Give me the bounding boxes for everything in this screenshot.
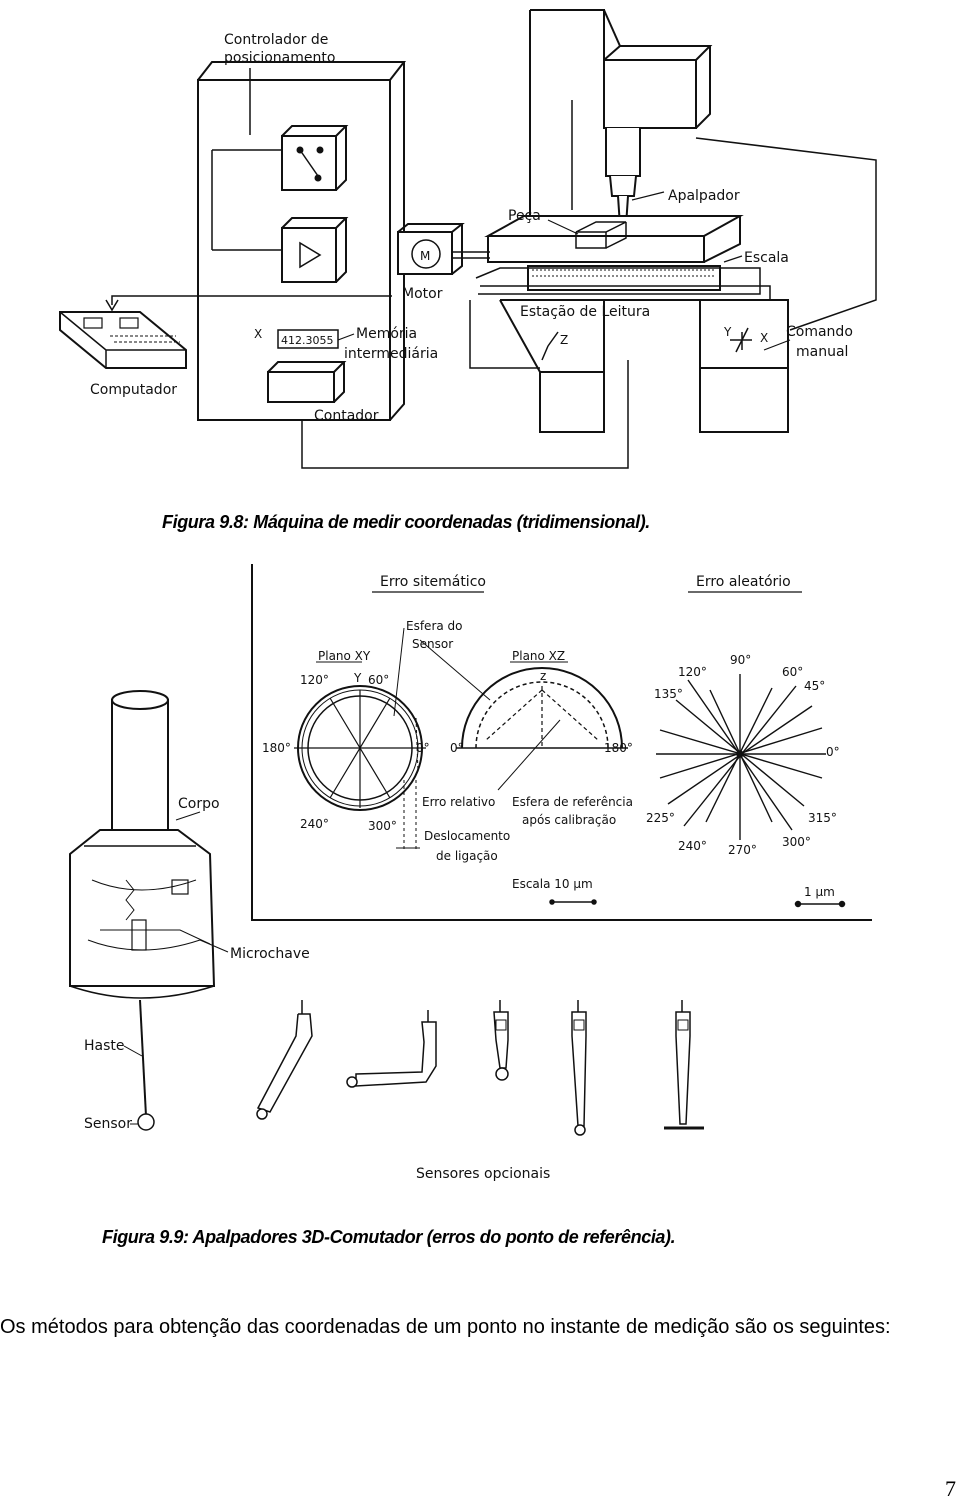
label-xy-60: 60°: [368, 673, 390, 687]
label-manual-control-2: manual: [796, 344, 849, 360]
label-stem: Haste: [84, 1038, 125, 1054]
label-xz-0: 0°: [450, 741, 464, 755]
label-z-axis: Z: [560, 333, 569, 347]
label-ref-sphere-1: Esfera de referência: [512, 795, 633, 809]
label-sensor-sphere-1: Esfera do: [406, 619, 463, 633]
label-manual-control-1: Comando: [786, 324, 853, 340]
label-plane-xy: Plano XY: [318, 649, 371, 663]
label-computer: Computador: [90, 382, 178, 398]
figure-probe-diagram: [0, 556, 960, 1216]
label-xy-240: 240°: [300, 817, 329, 831]
label-scale: Escala: [744, 250, 789, 266]
label-r270: 270°: [728, 843, 757, 857]
label-r90: 90°: [730, 653, 752, 667]
page-number: 7: [945, 1476, 956, 1501]
label-random-error: Erro aleatório: [696, 574, 791, 590]
label-optional-sensors: Sensores opcionais: [416, 1166, 551, 1182]
label-r120: 120°: [678, 665, 707, 679]
label-displacement-1: Deslocamento: [424, 829, 511, 843]
label-xy-300: 300°: [368, 819, 397, 833]
label-reading-station: Estação de Leitura: [520, 304, 651, 320]
label-motor: Motor: [402, 286, 443, 302]
label-xy-180: 180°: [262, 741, 291, 755]
label-controller-2: posicionamento: [224, 50, 336, 66]
figure-9-8-caption: Figura 9.8: Máquina de medir coordenadas (tridimensional).: [162, 512, 650, 532]
label-xz-z: z: [540, 669, 547, 683]
label-manual-x: X: [760, 331, 769, 345]
label-plane-xz: Plano XZ: [512, 649, 566, 663]
label-memory-2: intermediária: [344, 346, 439, 362]
figure-cmm-diagram: [0, 0, 960, 480]
label-r300: 300°: [782, 835, 811, 849]
label-displacement-2: de ligação: [436, 849, 498, 863]
figure-9-9-caption: Figura 9.9: Apalpadores 3D-Comutador (erros do ponto de referência).: [102, 1227, 676, 1247]
label-systematic-error: Erro sitemático: [380, 574, 486, 590]
label-memory-1: Memória: [356, 326, 418, 342]
label-ref-sphere-2: após calibração: [522, 813, 617, 827]
label-sensor-sphere-2: Sensor: [412, 637, 454, 651]
label-xz-180: 180°: [604, 741, 633, 755]
label-r45: 45°: [804, 679, 826, 693]
label-1um: 1 µm: [804, 885, 835, 899]
label-manual-y: Y: [724, 325, 732, 339]
label-counter: Contador: [314, 408, 379, 424]
label-sensor: Sensor: [84, 1116, 132, 1132]
label-memory-x: X: [254, 327, 263, 341]
label-r0: 0°: [826, 745, 840, 759]
label-xy-y: Y: [354, 671, 362, 685]
label-r240: 240°: [678, 839, 707, 853]
label-scale-10um: Escala 10 µm: [512, 877, 593, 891]
label-relative-error: Erro relativo: [422, 795, 496, 809]
label-xy-120: 120°: [300, 673, 329, 687]
label-probe: Apalpador: [668, 188, 740, 204]
body-paragraph: Os métodos para obtenção das coordenadas de um ponto no instante de medição são os seguintes:: [0, 1316, 891, 1338]
label-controller-1: Controlador de: [224, 32, 329, 48]
label-r135: 135°: [654, 687, 683, 701]
label-part: Peça: [508, 208, 541, 224]
memory-display-value: 412.3055: [281, 334, 334, 347]
label-motor-letter: M: [420, 249, 431, 263]
label-r60: 60°: [782, 665, 804, 679]
label-xy-0: 0°: [416, 741, 430, 755]
label-microswitch: Microchave: [230, 946, 310, 962]
label-body: Corpo: [178, 796, 220, 812]
label-r225: 225°: [646, 811, 675, 825]
label-r315: 315°: [808, 811, 837, 825]
